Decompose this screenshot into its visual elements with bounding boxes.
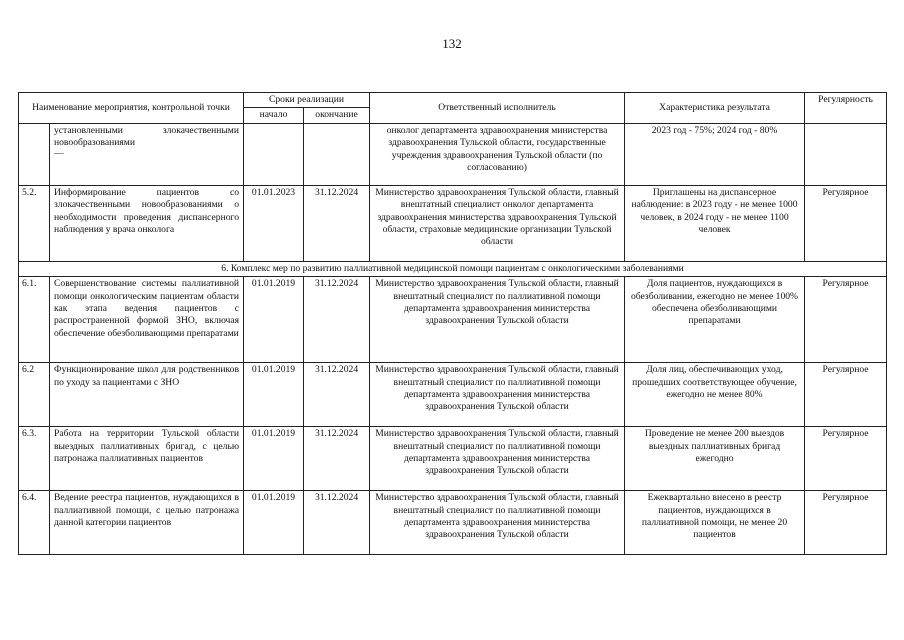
row-regularity xyxy=(805,123,887,185)
row-result: Доля пациентов, нуждающихся в обезболивании, ежегодно не менее 100% обеспечена обезболивающими препаратами xyxy=(625,277,805,363)
row-responsible: Министерство здравоохранения Тульской области, главный внештатный специалист по паллиативной помощи департамента здравоохранения министерства здравоохранения Тульской области xyxy=(370,427,625,491)
row-responsible: Министерство здравоохранения Тульской области, главный внештатный специалист онколог департамента здравоохранения министерства здравоохранения Тульской области, страховые медицинские организации Тульской области xyxy=(370,185,625,261)
header-end: окончание xyxy=(304,108,370,123)
row-number xyxy=(19,123,50,185)
row-regularity: Регулярное xyxy=(805,427,887,491)
table-row xyxy=(19,427,887,491)
row-regularity: Регулярное xyxy=(805,363,887,427)
row-regularity: Регулярное xyxy=(805,277,887,363)
row-name xyxy=(50,123,244,185)
row-regularity: Регулярное xyxy=(805,491,887,555)
row-regularity: Регулярное xyxy=(805,185,887,261)
row-number: 6.2 xyxy=(19,363,50,427)
row-responsible: Министерство здравоохранения Тульской области, главный внештатный специалист по паллиативной помощи департамента здравоохранения министерства здравоохранения Тульской области xyxy=(370,277,625,363)
row-name: Работа на территории Тульской области выездных паллиативных бригад, с целью патронажа паллиативных пациентов xyxy=(50,427,244,491)
row-responsible: Министерство здравоохранения Тульской области, главный внештатный специалист по паллиативной помощи департамента здравоохранения министерства здравоохранения Тульской области xyxy=(370,363,625,427)
row-end: 31.12.2024 xyxy=(304,427,370,491)
row-result: 2023 год - 75%; 2024 год - 80% xyxy=(625,123,805,185)
table-row xyxy=(19,123,887,185)
row-result: Доля лиц, обеспечивающих уход, прошедших соответствующее обучение, ежегодно не менее 80% xyxy=(625,363,805,427)
row-responsible: онколог департамента здравоохранения министерства здравоохранения Тульской области, государственные учреждения здравоохранения Тульской области (по согласованию) xyxy=(370,123,625,185)
header-result: Характеристика результата xyxy=(625,93,805,124)
table-row xyxy=(19,277,887,363)
header-row xyxy=(19,93,887,108)
row-name-mark: — xyxy=(54,147,64,159)
row-start: 01.01.2019 xyxy=(244,427,304,491)
row-start xyxy=(244,123,304,185)
row-end: 31.12.2024 xyxy=(304,277,370,363)
header-start: начало xyxy=(244,108,304,123)
header-period: Сроки реализации xyxy=(244,93,370,108)
section-title: 6. Комплекс мер по развитию паллиативной медицинской помощи пациентам с онкологическими заболеваниями xyxy=(19,261,887,276)
row-result: Ежеквартально внесено в реестр пациентов, нуждающихся в паллиативной помощи, не менее 20 пациентов xyxy=(625,491,805,555)
row-end: 31.12.2024 xyxy=(304,185,370,261)
row-end: 31.12.2024 xyxy=(304,363,370,427)
row-name: Информирование пациентов со злокачественными новообразованиями о необходимости проведения диспансерного наблюдения у врача онколога xyxy=(50,185,244,261)
row-result: Проведение не менее 200 выездов выездных паллиативных бригад ежегодно xyxy=(625,427,805,491)
row-name: Ведение реестра пациентов, нуждающихся в паллиативной помощи, с целью патронажа данной категории пациентов xyxy=(50,491,244,555)
row-number: 6.4. xyxy=(19,491,50,555)
row-start: 01.01.2019 xyxy=(244,363,304,427)
row-number: 6.3. xyxy=(19,427,50,491)
row-start: 01.01.2019 xyxy=(244,491,304,555)
page-number: 132 xyxy=(442,36,462,51)
table-row xyxy=(19,363,887,427)
row-start: 01.01.2019 xyxy=(244,277,304,363)
header-regularity: Регулярность xyxy=(805,93,887,124)
row-responsible: Министерство здравоохранения Тульской области, главный внештатный специалист по паллиативной помощи департамента здравоохранения министерства здравоохранения Тульской области xyxy=(370,491,625,555)
row-end xyxy=(304,123,370,185)
row-result: Приглашены на диспансерное наблюдение: в 2023 году - не менее 1000 человек, в 2024 году - не менее 1100 человек xyxy=(625,185,805,261)
table-row xyxy=(19,185,887,261)
row-number: 6.1. xyxy=(19,277,50,363)
header-responsible: Ответственный исполнитель xyxy=(370,93,625,124)
section-row xyxy=(19,261,887,276)
measures-table xyxy=(18,92,887,555)
row-start: 01.01.2023 xyxy=(244,185,304,261)
row-name: Функционирование школ для родственников по уходу за пациентами с ЗНО xyxy=(50,363,244,427)
row-name: Совершенствование системы паллиативной помощи онкологическим пациентам области как этапа ведения пациентов с распространенной формой ЗНО, включая обеспечение обезболивающими препаратами xyxy=(50,277,244,363)
row-name-text: установленными злокачественными новообразованиями xyxy=(54,124,240,149)
row-end: 31.12.2024 xyxy=(304,491,370,555)
table-row xyxy=(19,491,887,555)
header-name: Наименование мероприятия, контрольной точки xyxy=(19,93,244,124)
row-number: 5.2. xyxy=(19,185,50,261)
